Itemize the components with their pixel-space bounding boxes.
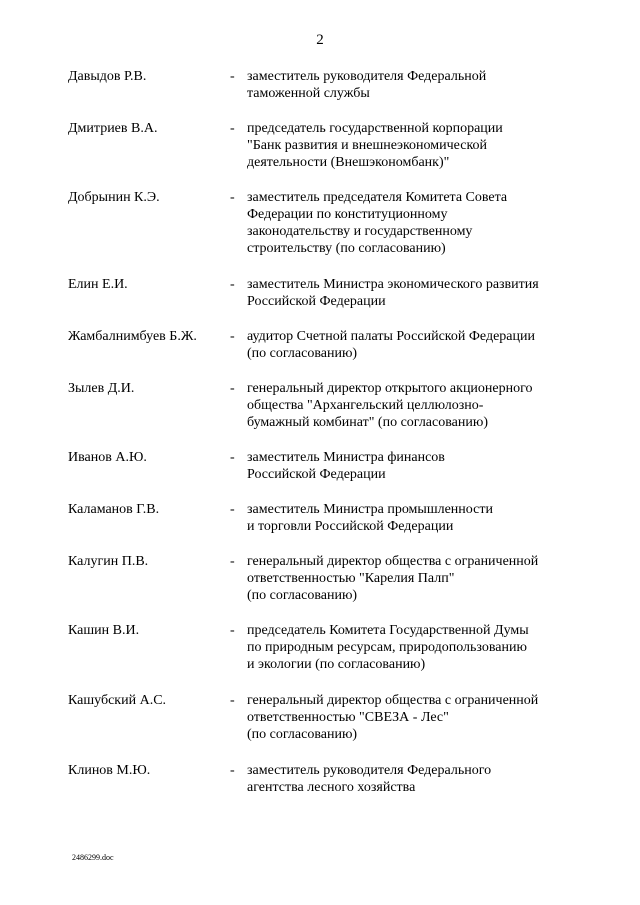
member-name: Елин Е.И. bbox=[68, 277, 128, 292]
dash-separator: - bbox=[230, 450, 235, 465]
role-line: заместитель Министра промышленности bbox=[247, 502, 493, 517]
role-line: деятельности (Внешэкономбанк)" bbox=[247, 155, 450, 170]
role-line: председатель Комитета Государственной Думы bbox=[247, 623, 529, 638]
member-name: Кашубский А.С. bbox=[68, 693, 167, 708]
member-role bbox=[247, 120, 577, 171]
role-line: агентства лесного хозяйства bbox=[247, 780, 416, 795]
dash-separator: - bbox=[230, 502, 235, 517]
dash-separator: - bbox=[230, 623, 235, 638]
role-line: генеральный директор общества с ограниченной bbox=[247, 554, 539, 569]
role-line: строительству (по согласованию) bbox=[247, 241, 446, 256]
role-line: председатель государственной корпорации bbox=[247, 121, 503, 136]
role-line: (по согласованию) bbox=[247, 727, 358, 742]
role-line: и экологии (по согласованию) bbox=[247, 657, 426, 672]
dash-separator: - bbox=[230, 190, 235, 205]
role-line: генеральный директор общества с ограниченной bbox=[247, 693, 539, 708]
member-role bbox=[247, 692, 577, 743]
role-line: заместитель председателя Комитета Совета bbox=[247, 190, 508, 205]
role-line: генеральный директор открытого акционерного bbox=[247, 381, 533, 396]
member-name: Каламанов Г.В. bbox=[68, 502, 160, 517]
member-role bbox=[247, 328, 577, 362]
role-line: ответственностью "СВЕЗА - Лес" bbox=[247, 710, 449, 725]
role-line: заместитель руководителя Федеральной bbox=[247, 69, 487, 84]
member-role bbox=[247, 553, 577, 604]
role-line: (по согласованию) bbox=[247, 346, 358, 361]
member-name: Калугин П.В. bbox=[68, 554, 149, 569]
member-role bbox=[247, 449, 577, 483]
member-name: Давыдов Р.В. bbox=[68, 69, 147, 84]
member-role bbox=[247, 380, 577, 431]
member-role bbox=[247, 622, 577, 673]
role-line: заместитель руководителя Федерального bbox=[247, 763, 492, 778]
dash-separator: - bbox=[230, 121, 235, 136]
role-line: бумажный комбинат" (по согласованию) bbox=[247, 415, 488, 430]
member-role bbox=[247, 68, 577, 102]
member-role bbox=[247, 762, 577, 796]
dash-separator: - bbox=[230, 277, 235, 292]
role-line: заместитель Министра финансов bbox=[247, 450, 445, 465]
role-line: Федерации по конституционному bbox=[247, 207, 448, 222]
member-name: Добрынин К.Э. bbox=[68, 190, 160, 205]
dash-separator: - bbox=[230, 329, 235, 344]
member-name: Жамбалнимбуев Б.Ж. bbox=[68, 329, 197, 344]
role-line: заместитель Министра экономического развития bbox=[247, 277, 539, 292]
member-name: Зылев Д.И. bbox=[68, 381, 135, 396]
dash-separator: - bbox=[230, 554, 235, 569]
member-name: Кашин В.И. bbox=[68, 623, 140, 638]
member-role bbox=[247, 276, 577, 310]
role-line: законодательству и государственному bbox=[247, 224, 473, 239]
role-line: Российской Федерации bbox=[247, 467, 386, 482]
dash-separator: - bbox=[230, 381, 235, 396]
page-number: 2 bbox=[316, 32, 324, 48]
role-line: по природным ресурсам, природопользованию bbox=[247, 640, 527, 655]
role-line: и торговли Российской Федерации bbox=[247, 519, 454, 534]
role-line: ответственностью "Карелия Палп" bbox=[247, 571, 455, 586]
member-name: Иванов А.Ю. bbox=[68, 450, 147, 465]
role-line: (по согласованию) bbox=[247, 588, 358, 603]
member-role bbox=[247, 189, 577, 257]
role-line: общества "Архангельский целлюлозно- bbox=[247, 398, 484, 413]
member-role bbox=[247, 501, 577, 535]
dash-separator: - bbox=[230, 69, 235, 84]
dash-separator: - bbox=[230, 693, 235, 708]
document-id: 2486299.doc bbox=[72, 853, 114, 862]
role-line: аудитор Счетной палаты Российской Федерации bbox=[247, 329, 535, 344]
role-line: Российской Федерации bbox=[247, 294, 386, 309]
member-name: Дмитриев В.А. bbox=[68, 121, 158, 136]
role-line: "Банк развития и внешнеэкономической bbox=[247, 138, 488, 153]
member-name: Клинов М.Ю. bbox=[68, 763, 151, 778]
role-line: таможенной службы bbox=[247, 86, 370, 101]
dash-separator: - bbox=[230, 763, 235, 778]
